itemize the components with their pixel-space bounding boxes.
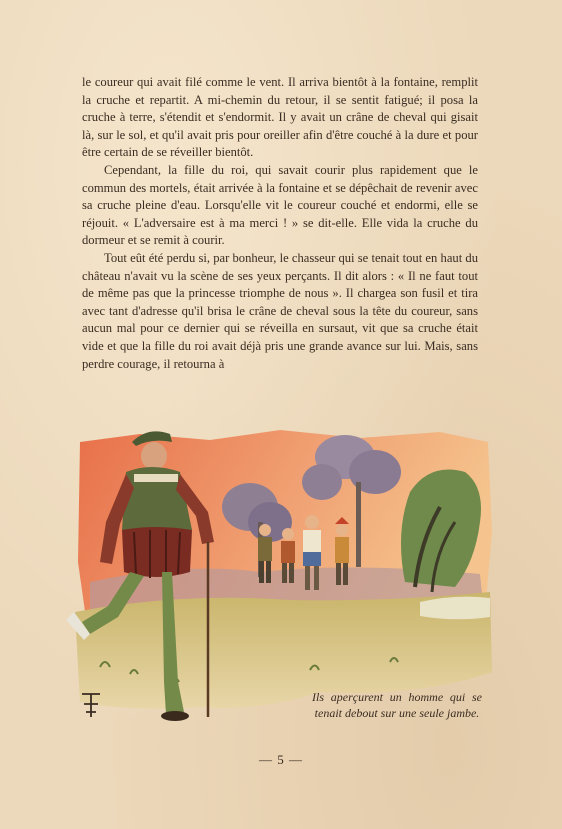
body-text [82, 74, 478, 373]
illustration-caption: Ils aperçurent un homme qui se tenait debout sur une seule jambe. [312, 690, 482, 720]
paragraph-2: Cependant, la fille du roi, qui savait courir plus rapidement que le commun des mortels, était arrivée à la fontaine et se dépêchait de revenir avec sa cruche pleine d'eau. Lorsqu'elle vit le coureur couché et endormi, elle se réjouit. « L'adversaire est à ma merci ! » se dit-elle. Elle vida la cruche du dormeur et se remit à courir. [82, 162, 478, 248]
pond [420, 597, 490, 620]
paragraph-3: Tout eût été perdu si, par bonheur, le chasseur qui se tenait tout en haut du château n'avait vu la scène de ses yeux perçants. Il dit alors : « Il ne faut tout de même pas que la princesse triomphe de nous ». Il chargea son fusil et tira avec tant d'adresse qu'il brisa le crâne de cheval sous la tête du coureur, sans aucun mal pour ce dernier qui se réveilla en sursaut, vit que sa cruche était vide et que la fille du roi avait déjà pris une grande avance sur lui. Mais, sans perdre courage, il retourna à [82, 250, 478, 371]
paragraph-1: le coureur qui avait filé comme le vent. Il arriva bientôt à la fontaine, remplit la cruche et repartit. A mi-chemin du retour, il se sentit fatigué; il posa la cruche à terre, s'étendit et s'endormit. Il y avait un crâne de cheval qui gisait là, sur le sol, et qu'il avait pris pour oreiller afin d'être couché à la dure et pour être certain de se réveiller bientôt. [82, 75, 478, 160]
page-number: — 5 — [259, 752, 303, 767]
